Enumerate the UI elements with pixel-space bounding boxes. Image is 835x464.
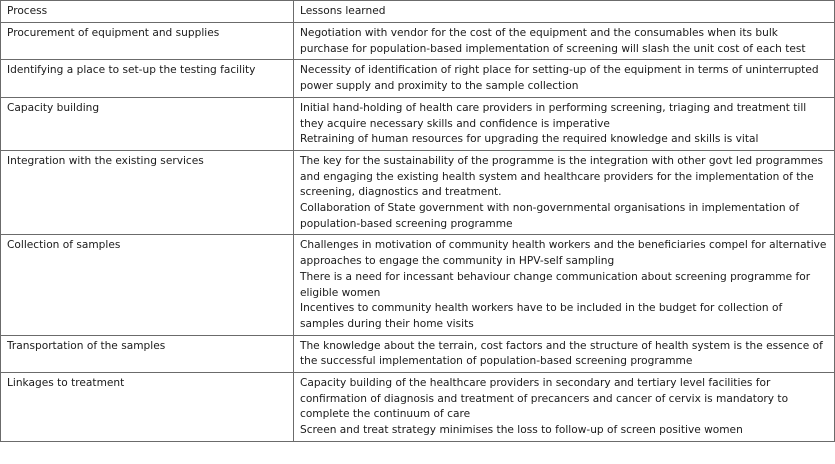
column-header-lessons: Lessons learned (294, 1, 835, 23)
lesson-line: The key for the sustainability of the programme is the integration with other govt led programmes (300, 154, 824, 167)
table-row (1, 373, 835, 442)
lesson-line: Collaboration of State government with non-governmental organisations in implementation of (300, 202, 800, 215)
process-cell: Transportation of the samples (1, 335, 294, 372)
lesson-line: Challenges in motivation of community health workers and the beneficiaries compel for alternative (300, 239, 827, 252)
table-row (1, 97, 835, 150)
lessons-cell (294, 60, 835, 97)
lesson-line: Incentives to community health workers have to be included in the budget for collection of (300, 302, 783, 315)
lessons-cell (294, 23, 835, 60)
lesson-line: power supply and proximity to the sample collection (300, 80, 579, 93)
table-row (1, 60, 835, 97)
lesson-line: The knowledge about the terrain, cost factors and the structure of health system is the essence of (300, 339, 823, 352)
lessons-cell (294, 235, 835, 335)
lesson-line: Capacity building of the healthcare providers in secondary and tertiary level facilities for (300, 377, 771, 390)
lessons-cell (294, 97, 835, 150)
lessons-cell (294, 373, 835, 442)
lesson-line: samples during their home visits (300, 317, 474, 330)
table-row (1, 23, 835, 60)
lesson-line: Initial hand-holding of health care providers in performing screening, triaging and treatment till (300, 101, 807, 114)
process-cell: Integration with the existing services (1, 150, 294, 235)
lesson-line: screening, diagnostics and treatment. (300, 186, 502, 199)
process-cell: Collection of samples (1, 235, 294, 335)
lesson-line: they acquire necessary skills and confidence is imperative (300, 117, 610, 130)
lesson-line: population-based screening programme (300, 217, 513, 230)
lesson-line: and engaging the existing health system and healthcare providers for the implementation of the (300, 170, 814, 183)
lesson-line: purchase for population-based implementation of screening will slash the unit cost of each test (300, 42, 806, 55)
lesson-line: Retraining of human resources for upgrading the required knowledge and skills is vital (300, 133, 759, 146)
lessons-cell (294, 335, 835, 372)
lesson-line: complete the continuum of care (300, 408, 471, 421)
process-cell: Capacity building (1, 97, 294, 150)
process-cell: Linkages to treatment (1, 373, 294, 442)
lesson-line: Screen and treat strategy minimises the loss to follow-up of screen positive women (300, 424, 743, 437)
lesson-line: the successful implementation of population-based screening programme (300, 355, 693, 368)
lesson-line: approaches to engage the community in HPV-self sampling (300, 255, 615, 268)
lesson-line: Negotiation with vendor for the cost of the equipment and the consumables when its bulk (300, 27, 778, 39)
table-body (1, 23, 835, 442)
lesson-line: There is a need for incessant behaviour change communication about screening programme for (300, 270, 811, 283)
lesson-line: confirmation of diagnosis and treatment of precancers and cancer of cervix is mandatory to (300, 392, 789, 405)
table-header-row (1, 1, 835, 23)
process-cell: Procurement of equipment and supplies (1, 23, 294, 60)
column-header-process: Process (1, 1, 294, 23)
lessons-cell (294, 150, 835, 235)
table-row (1, 335, 835, 372)
lesson-line: eligible women (300, 286, 381, 299)
process-cell: Identifying a place to set-up the testing facility (1, 60, 294, 97)
table-row (1, 235, 835, 335)
lesson-line: Necessity of identification of right place for setting-up of the equipment in terms of uninterrupted (300, 64, 819, 77)
table-row (1, 150, 835, 235)
